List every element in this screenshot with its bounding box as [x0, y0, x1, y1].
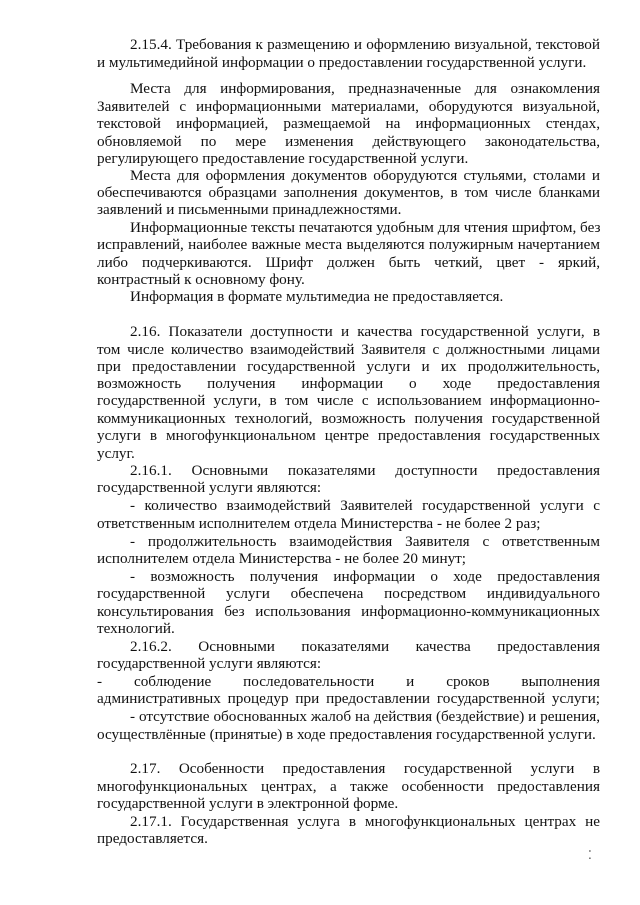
text-line: государственной услуги являются:	[97, 479, 322, 496]
text-line: и мультимедийной информации о предоставлении государственной услуги.	[97, 54, 587, 71]
text-line: коммуникационных технологий, возможность получения государственной	[97, 410, 600, 427]
text-line: заявлений и письменными принадлежностями.	[97, 201, 402, 218]
text-line: 2.16.2. Основными показателями качества предоставления	[130, 638, 600, 655]
text-line: 2.17. Особенности предоставления государственной услуги в	[130, 760, 600, 777]
text-line: государственной услуги в электронной форме.	[97, 795, 399, 812]
scan-speck: ⁚	[588, 848, 592, 862]
text-line: 2.16.1. Основными показателями доступности предоставления	[130, 462, 600, 479]
text-line: многофункциональных центрах, а также особенности предоставления	[97, 778, 600, 795]
text-line: - возможность получения информации о ходе предоставления	[130, 568, 600, 585]
text-line: услуг.	[97, 445, 135, 462]
text-line: консультирования без использования информационно-коммуникационных	[97, 603, 600, 620]
text-line: Заявителей с информационными материалами, оборудуются визуальной,	[97, 98, 600, 115]
text-line: - отсутствие обоснованных жалоб на действия (бездействие) и решения,	[130, 708, 600, 725]
text-line: - количество взаимодействий Заявителей государственной услуги с	[130, 497, 600, 514]
text-line: том числе количество взаимодействий Заявителя с должностными лицами	[97, 341, 600, 358]
text-line: 2.16. Показатели доступности и качества государственной услуги, в	[130, 323, 600, 340]
text-line: услуги в многофункциональном центре предоставления государственных	[97, 427, 600, 444]
text-line: государственной услуги являются:	[97, 655, 322, 672]
text-line: при предоставлении государственной услуги и их продолжительность,	[97, 358, 600, 375]
text-line: Места для информирования, предназначенные для ознакомления	[130, 80, 600, 97]
text-line: либо подчеркиваются. Шрифт должен быть четкий, цвет - яркий,	[97, 254, 600, 271]
text-line: обновляемой по мере изменения действующего законодательства,	[97, 133, 600, 150]
text-line: Информационные тексты печатаются удобным для чтения шрифтом, без	[130, 219, 601, 236]
text-line: 2.15.4. Требования к размещению и оформлению визуальной, текстовой	[130, 36, 600, 53]
text-line: предоставляется.	[97, 830, 208, 847]
text-line: технологий.	[97, 620, 175, 637]
text-line: - продолжительность взаимодействия Заявителя с ответственным	[130, 533, 600, 550]
text-line: 2.17.1. Государственная услуга в многофункциональных центрах не	[130, 813, 600, 830]
text-line: текстовой информацией, размещаемой на информационных стендах,	[97, 115, 600, 132]
text-line: - соблюдение последовательности и сроков выполнения	[97, 673, 600, 690]
text-line: возможность получения информации о ходе предоставления	[97, 375, 600, 392]
text-line: контрастный к основному фону.	[97, 271, 305, 288]
text-line: регулирующего предоставление государственной услуги.	[97, 150, 469, 167]
text-line: административных процедур при предоставлении государственной услуги;	[97, 690, 600, 707]
text-line: государственной услуги, в том числе с использованием информационно-	[97, 392, 600, 409]
text-line: Места для оформления документов оборудуются стульями, столами и	[130, 167, 600, 184]
text-line: Информация в формате мультимедиа не предоставляется.	[130, 288, 504, 305]
text-line: исправлений, наиболее важные места выделяются полужирным начертанием	[97, 236, 600, 253]
text-line: ответственным исполнителем отдела Министерства - не более 2 раз;	[97, 515, 541, 532]
text-line: исполнителем отдела Министерства - не более 20 минут;	[97, 550, 467, 567]
text-line: обеспечиваются образцами заполнения документов, в том числе бланками	[97, 184, 600, 201]
text-line: государственной услуги обеспечена посредством индивидуального	[97, 585, 600, 602]
text-line: осуществлённые (принятые) в ходе предоставления государственной услуги.	[97, 726, 596, 743]
